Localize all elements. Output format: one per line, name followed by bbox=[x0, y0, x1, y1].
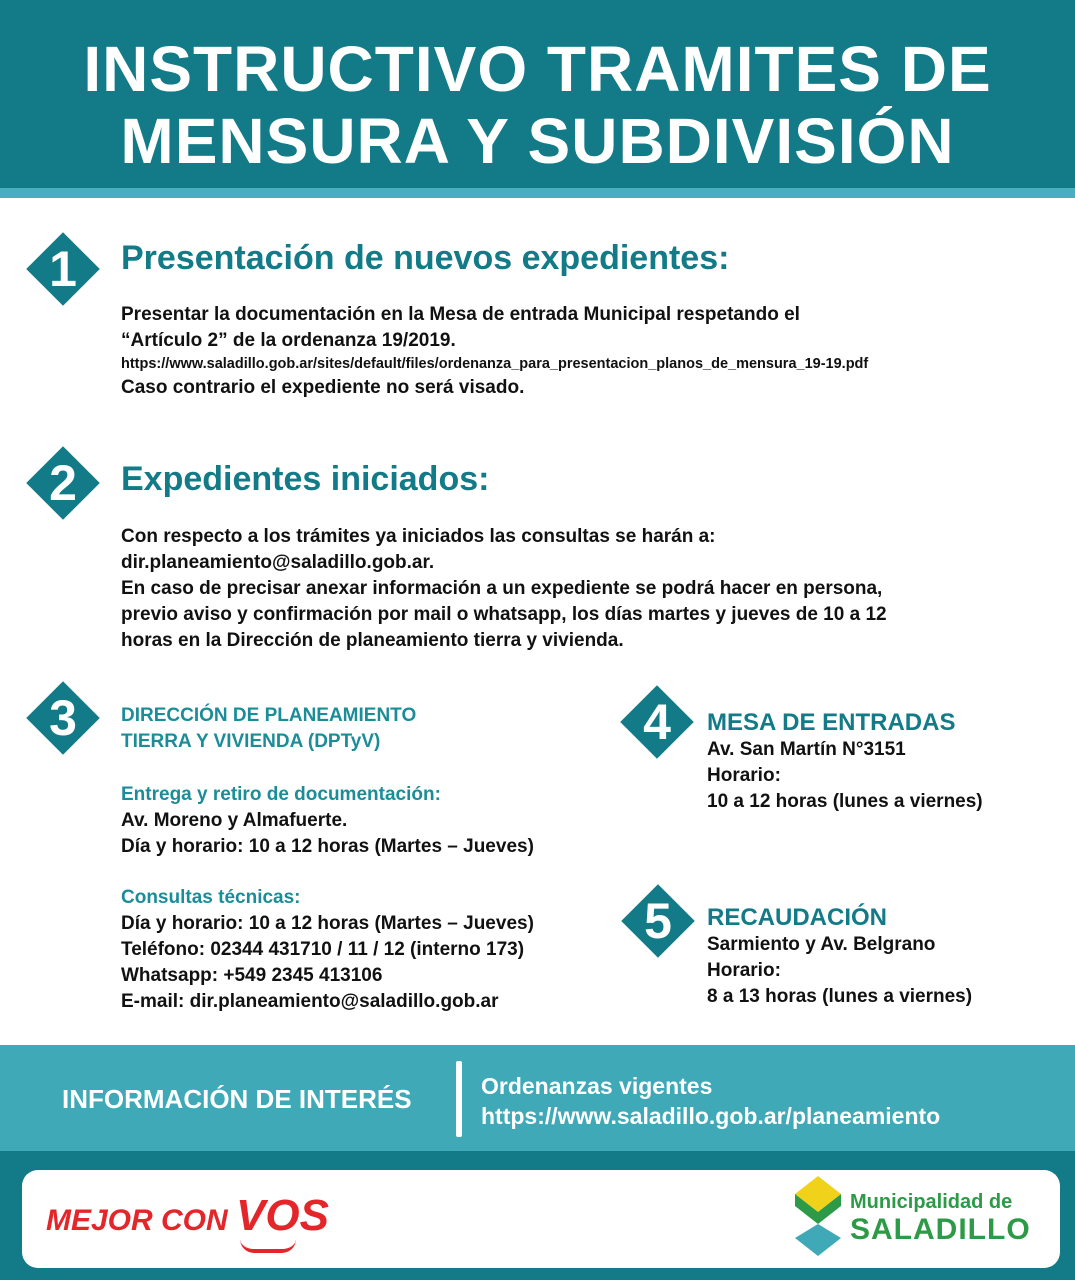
section5-heading: RECAUDACIÓN bbox=[707, 904, 887, 931]
slogan-prefix: MEJOR CON bbox=[46, 1204, 237, 1237]
step-3-number: 3 bbox=[49, 690, 77, 746]
section4-hours-label: Horario: bbox=[707, 765, 781, 786]
section5-address: Sarmiento y Av. Belgrano bbox=[707, 934, 936, 955]
section2-heading: Expedientes iniciados: bbox=[121, 460, 490, 498]
step-4-number: 4 bbox=[643, 694, 671, 750]
section2-line4: previo aviso y confirmación por mail o whatsapp, los días martes y jueves de 10 a 12 bbox=[121, 604, 887, 625]
section3-sub1-hours: Día y horario: 10 a 12 horas (Martes – Jueves) bbox=[121, 836, 534, 857]
logo-line2: SALADILLO bbox=[850, 1213, 1031, 1246]
section2-line3: En caso de precisar anexar información a un expediente se podrá hacer en persona, bbox=[121, 578, 883, 599]
step-2-number: 2 bbox=[49, 455, 77, 511]
slogan-logo bbox=[46, 1191, 329, 1241]
section4-address: Av. San Martín N°3151 bbox=[707, 739, 906, 760]
logo-line1: Municipalidad de bbox=[850, 1191, 1013, 1213]
section5-hours-label: Horario: bbox=[707, 960, 781, 981]
section1-ordinance-link[interactable]: https://www.saladillo.gob.ar/sites/default/files/ordenanza_para_presentacion_planos_de_mensura_19-19.pdf bbox=[121, 356, 869, 372]
section3-sub2-phone: Teléfono: 02344 431710 / 11 / 12 (interno 173) bbox=[121, 939, 525, 960]
section1-line1: Presentar la documentación en la Mesa de entrada Municipal respetando el bbox=[121, 304, 800, 325]
section3-heading-line1: DIRECCIÓN DE PLANEAMIENTO bbox=[121, 705, 417, 726]
section1-line3: Caso contrario el expediente no será visado. bbox=[121, 377, 525, 398]
info-planeamiento-link[interactable]: https://www.saladillo.gob.ar/planeamiento bbox=[481, 1103, 941, 1129]
section2-email[interactable]: dir.planeamiento@saladillo.gob.ar. bbox=[121, 552, 435, 573]
section3-sub2-heading: Consultas técnicas: bbox=[121, 887, 301, 908]
section3-sub1-address: Av. Moreno y Almafuerte. bbox=[121, 810, 348, 831]
section5-hours: 8 a 13 horas (lunes a viernes) bbox=[707, 986, 973, 1007]
info-ordinances-label: Ordenanzas vigentes bbox=[481, 1073, 713, 1099]
info-label: INFORMACIÓN DE INTERÉS bbox=[62, 1084, 412, 1114]
saladillo-logo-icon bbox=[789, 1176, 847, 1256]
step-5-number: 5 bbox=[644, 893, 672, 949]
section2-line1: Con respecto a los trámites ya iniciados las consultas se harán a: bbox=[121, 526, 716, 547]
slogan-underline-swoosh bbox=[240, 1239, 296, 1253]
section3-sub2-hours: Día y horario: 10 a 12 horas (Martes – Jueves) bbox=[121, 913, 534, 934]
section3-sub2-email[interactable]: E-mail: dir.planeamiento@saladillo.gob.ar bbox=[121, 991, 499, 1012]
section3-sub1-heading: Entrega y retiro de documentación: bbox=[121, 784, 441, 805]
section4-hours: 10 a 12 horas (lunes a viernes) bbox=[707, 791, 983, 812]
slogan-emphasis: VOS bbox=[236, 1191, 329, 1240]
header-stripe bbox=[0, 188, 1075, 198]
section1-heading: Presentación de nuevos expedientes: bbox=[121, 239, 730, 277]
section3-heading-line2: TIERRA Y VIVIENDA (DPTyV) bbox=[121, 731, 381, 752]
step-1-number: 1 bbox=[49, 241, 77, 297]
section1-line2: “Artículo 2” de la ordenanza 19/2019. bbox=[121, 330, 456, 351]
page-title-line2: MENSURA Y SUBDIVISIÓN bbox=[120, 105, 955, 177]
section3-sub2-whatsapp: Whatsapp: +549 2345 413106 bbox=[121, 965, 383, 986]
section4-heading: MESA DE ENTRADAS bbox=[707, 709, 956, 736]
info-divider bbox=[456, 1061, 462, 1137]
page-title-line1: INSTRUCTIVO TRAMITES DE bbox=[83, 33, 992, 105]
section2-line5: horas en la Dirección de planeamiento tierra y vivienda. bbox=[121, 630, 624, 651]
